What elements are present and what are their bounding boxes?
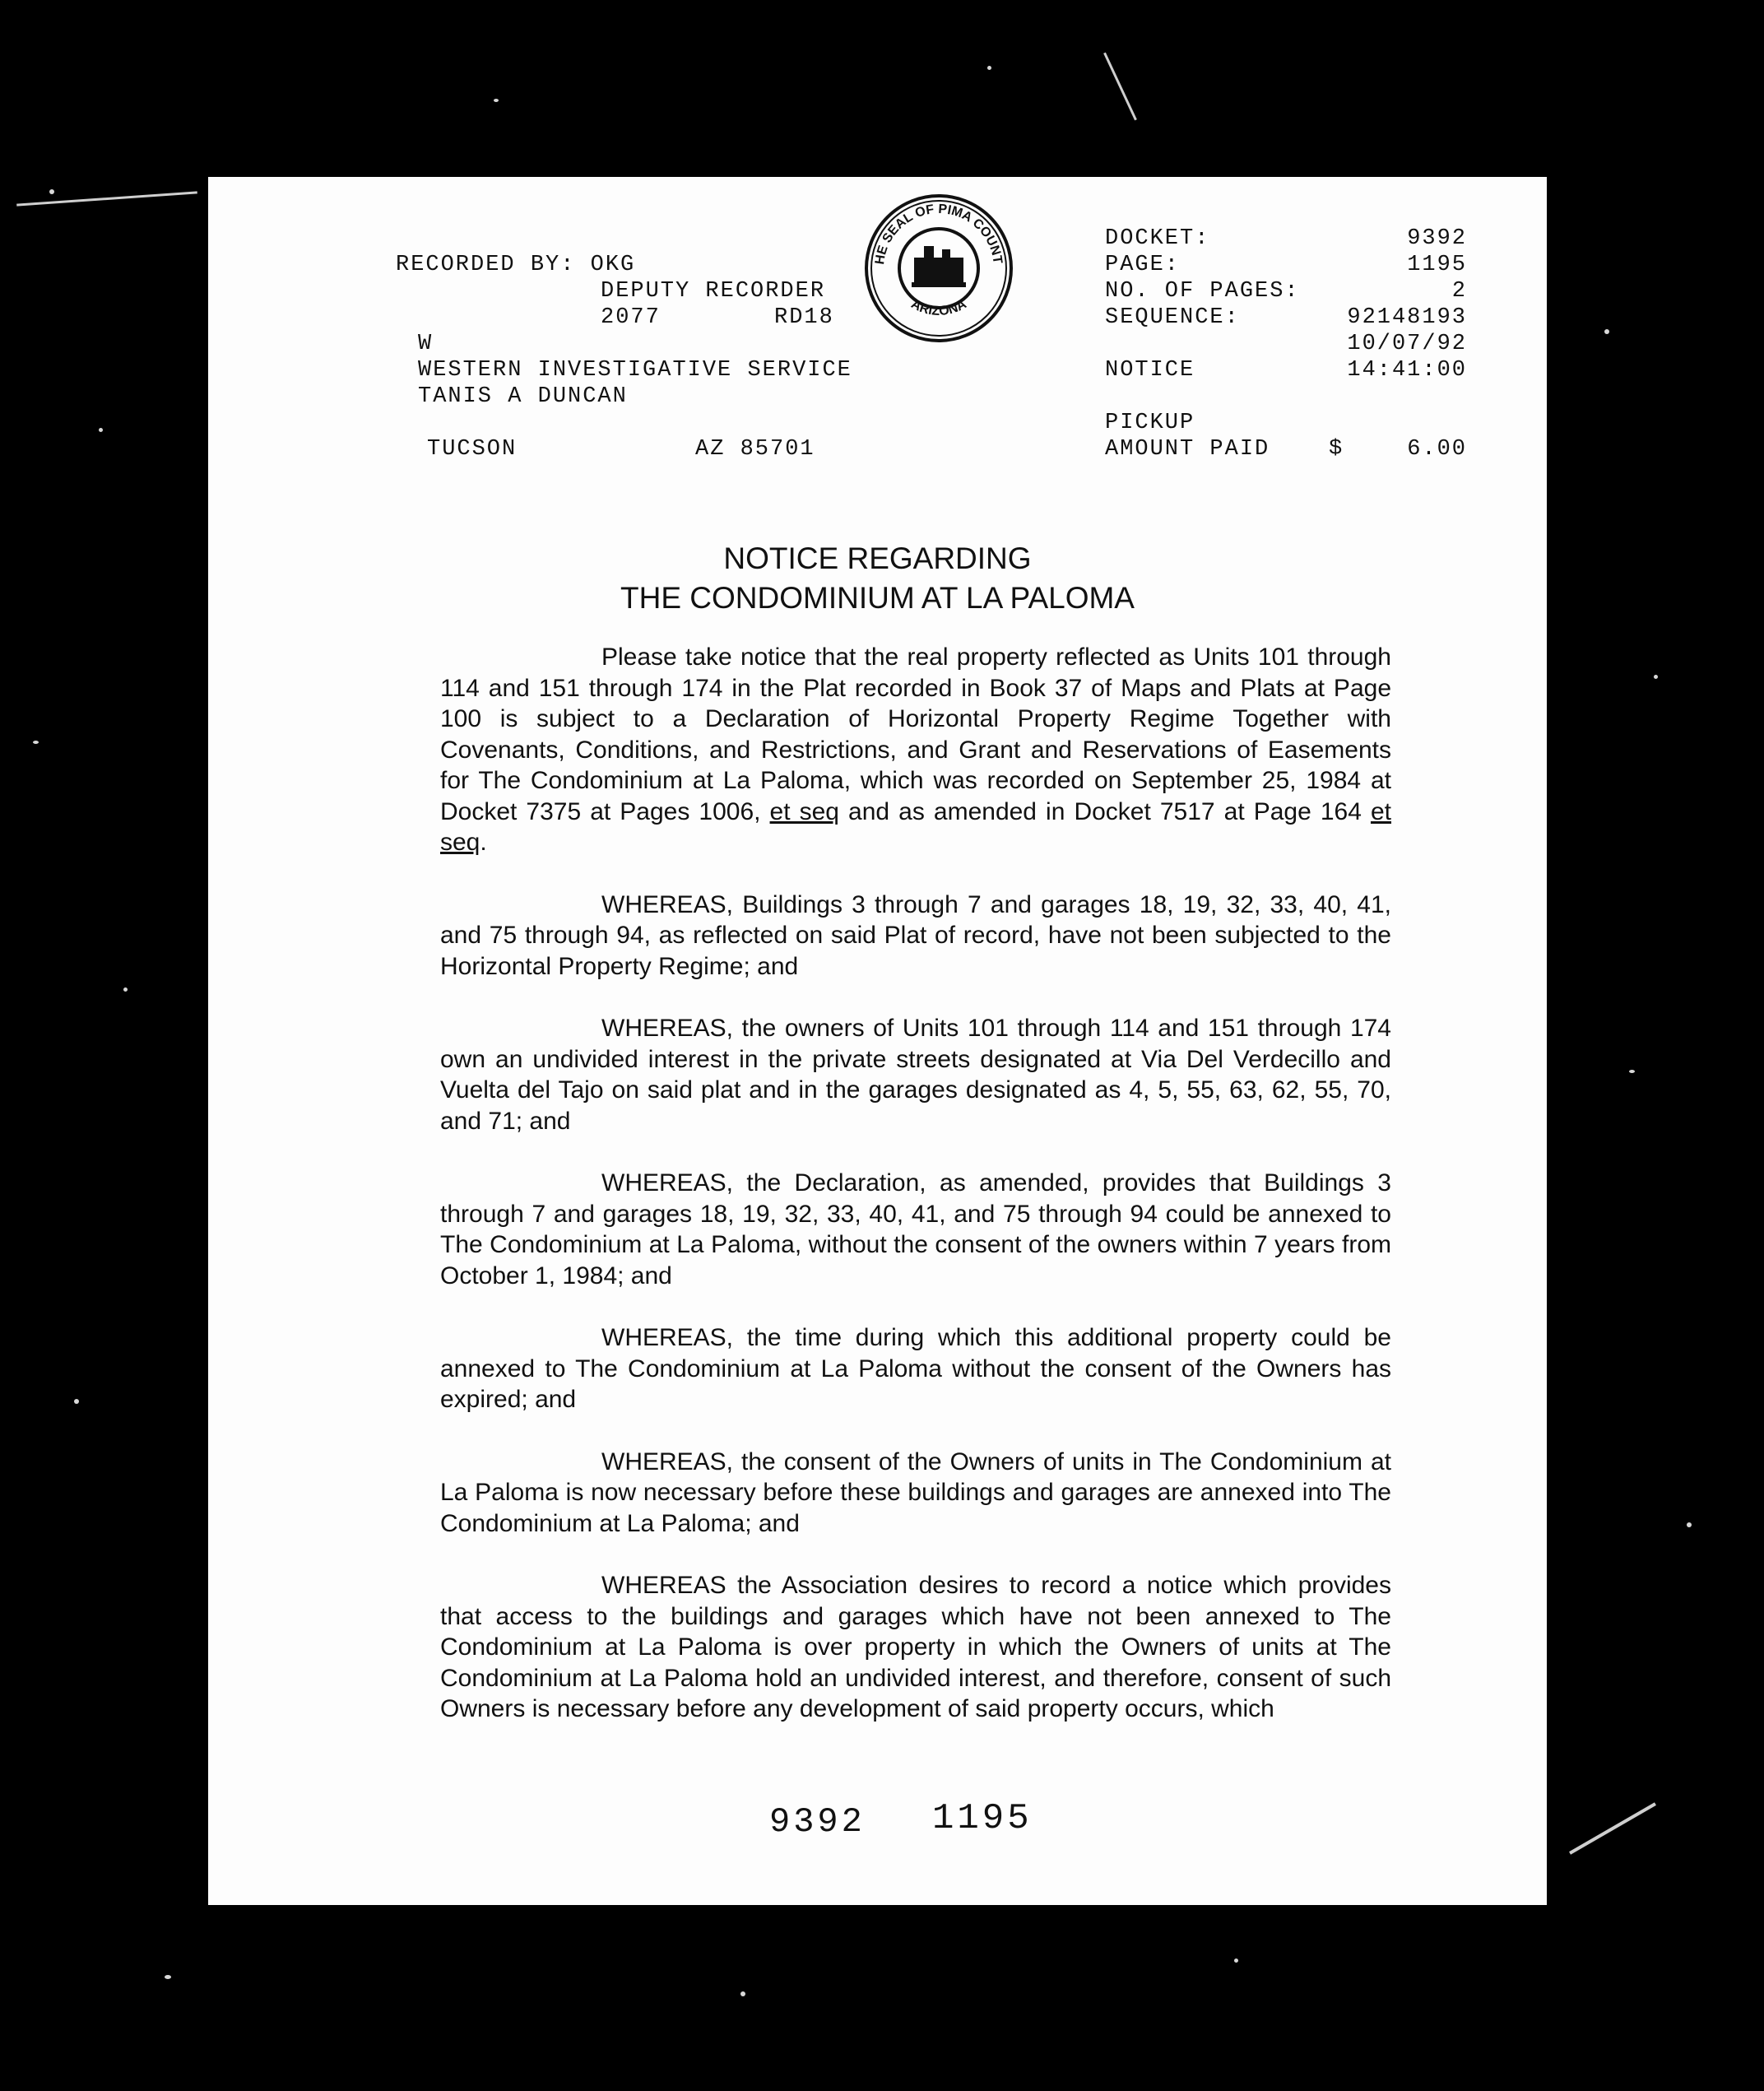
paragraph-notice-text-2: and as amended in Docket 7517 at Page 164 xyxy=(839,797,1362,825)
scan-streak xyxy=(1569,1802,1656,1854)
paragraph-notice xyxy=(440,642,1391,858)
document-title xyxy=(208,539,1547,618)
paragraph-whereas-1: WHEREAS, Buildings 3 through 7 and garages 18, 19, 32, 33, 40, 41, and 75 through 94, as reflected on said Plat of record, have not been subjected to the Horizontal Property Regime; and xyxy=(440,890,1391,980)
return-state-zip: AZ 85701 xyxy=(695,437,815,462)
return-flag: W xyxy=(418,332,434,356)
docket-label: DOCKET: xyxy=(1105,226,1210,251)
seal-text-bottom: ARIZONA xyxy=(908,297,969,319)
pages-label: NO. OF PAGES: xyxy=(1105,279,1300,304)
scan-speck xyxy=(74,1399,79,1404)
deputy-recorder: DEPUTY RECORDER xyxy=(601,279,826,304)
recorder-code: 2077 xyxy=(601,305,661,330)
sequence-value: 92148193 xyxy=(1347,305,1467,330)
seal-text-top: HE SEAL OF PIMA COUNT xyxy=(873,202,1005,266)
scan-speck xyxy=(1629,1070,1635,1073)
scan-speck xyxy=(49,189,54,194)
svg-text:ARIZONA xyxy=(908,297,968,318)
scan-speck xyxy=(1234,1959,1238,1963)
et-seq-1: et seq xyxy=(769,797,839,825)
scan-speck xyxy=(740,1991,745,1996)
sequence-label: SEQUENCE: xyxy=(1105,305,1240,330)
paragraph-notice-end: . xyxy=(480,829,487,856)
pages-value: 2 xyxy=(1451,279,1467,304)
county-seal-icon xyxy=(862,192,1015,345)
scan-speck xyxy=(494,99,499,102)
paragraph-whereas-3: WHEREAS, the Declaration, as amended, provides that Buildings 3 through 7 and garages 18, 19, 32, 33, 40, 41, and 75 through 94 could be annexed to The Condominium at La Paloma, without the consent of the owners within 7 years from October 1, 1984; and xyxy=(440,1169,1391,1289)
return-company: WESTERN INVESTIGATIVE SERVICE xyxy=(418,358,852,383)
recorded-date: 10/07/92 xyxy=(1347,332,1467,356)
amount-value: 6.00 xyxy=(1407,437,1467,462)
scan-speck xyxy=(1654,675,1658,679)
scan-speck xyxy=(165,1975,171,1979)
document-page xyxy=(208,177,1547,1905)
scan-streak xyxy=(1103,53,1137,121)
county-seal xyxy=(862,192,1015,345)
paragraph-whereas-6: WHEREAS the Association desires to record a notice which provides that access to the buildings and garages which have not been annexed to The Condominium at La Paloma is over property in which the Owners of units at The Condominium at La Paloma hold an undivided interest, and therefore, consent of such Owners is necessary before any development of said property occurs, which xyxy=(440,1572,1391,1722)
footer-docket-number: 9392 xyxy=(769,1802,866,1842)
paragraph-whereas-4: WHEREAS, the time during which this additional property could be annexed to The Condominium at La Paloma without the consent of the Owners has expired; and xyxy=(440,1324,1391,1413)
recorded-time: 14:41:00 xyxy=(1347,358,1467,383)
recorded-by: RECORDED BY: OKG xyxy=(396,253,636,277)
return-person: TANIS A DUNCAN xyxy=(418,384,628,409)
scan-streak xyxy=(16,191,197,206)
scan-speck xyxy=(1687,1522,1692,1527)
scan-speck xyxy=(99,428,103,432)
recorder-code-2: RD18 xyxy=(774,305,834,330)
docket-value: 9392 xyxy=(1407,226,1467,251)
paragraph-whereas-5: WHEREAS, the consent of the Owners of units in The Condominium at La Paloma is now necessary before these buildings and garages are annexed into The Condominium at La Paloma; and xyxy=(440,1447,1391,1537)
return-city: TUCSON xyxy=(427,437,518,462)
document-body xyxy=(440,642,1391,1756)
paragraph-whereas-2: WHEREAS, the owners of Units 101 through 114 and 151 through 174 own an undivided interest in the private streets designated at Via Del Verdecillo and Vuelta del Tajo on said plat and in the garages designated as 4, 5, 55, 63, 62, 55, 70, and 71; and xyxy=(440,1015,1391,1135)
scan-speck xyxy=(33,741,39,744)
amount-label: AMOUNT PAID xyxy=(1105,437,1270,462)
scan-speck xyxy=(123,987,128,992)
et-seq-2: et seq xyxy=(440,797,1391,856)
scan-speck xyxy=(1604,329,1609,334)
page-value: 1195 xyxy=(1407,253,1467,277)
footer-page-number: 1195 xyxy=(932,1798,1033,1839)
paragraph-notice-text: Please take notice that the real property reflected as Units 101 through 114 and 151 through 174 in the Plat recorded in Book 37 of Maps and Plats at Page 100 is subject to a Declaration of Horizontal Property Regime Together with Covenants, Conditions, and Restrictions, and Grant and Reservations of Easements for The Condominium at La Paloma, which was recorded on September 25, 1984 at Docket 7375 at Pages 1006, xyxy=(440,644,1391,825)
pickup-label: PICKUP xyxy=(1105,411,1195,435)
currency-symbol: $ xyxy=(1329,437,1344,462)
scan-speck xyxy=(987,66,991,70)
notice-label: NOTICE xyxy=(1105,358,1195,383)
page-label: PAGE: xyxy=(1105,253,1181,277)
title-line-1: NOTICE REGARDING xyxy=(723,541,1032,575)
title-line-2: THE CONDOMINIUM AT LA PALOMA xyxy=(620,581,1135,615)
